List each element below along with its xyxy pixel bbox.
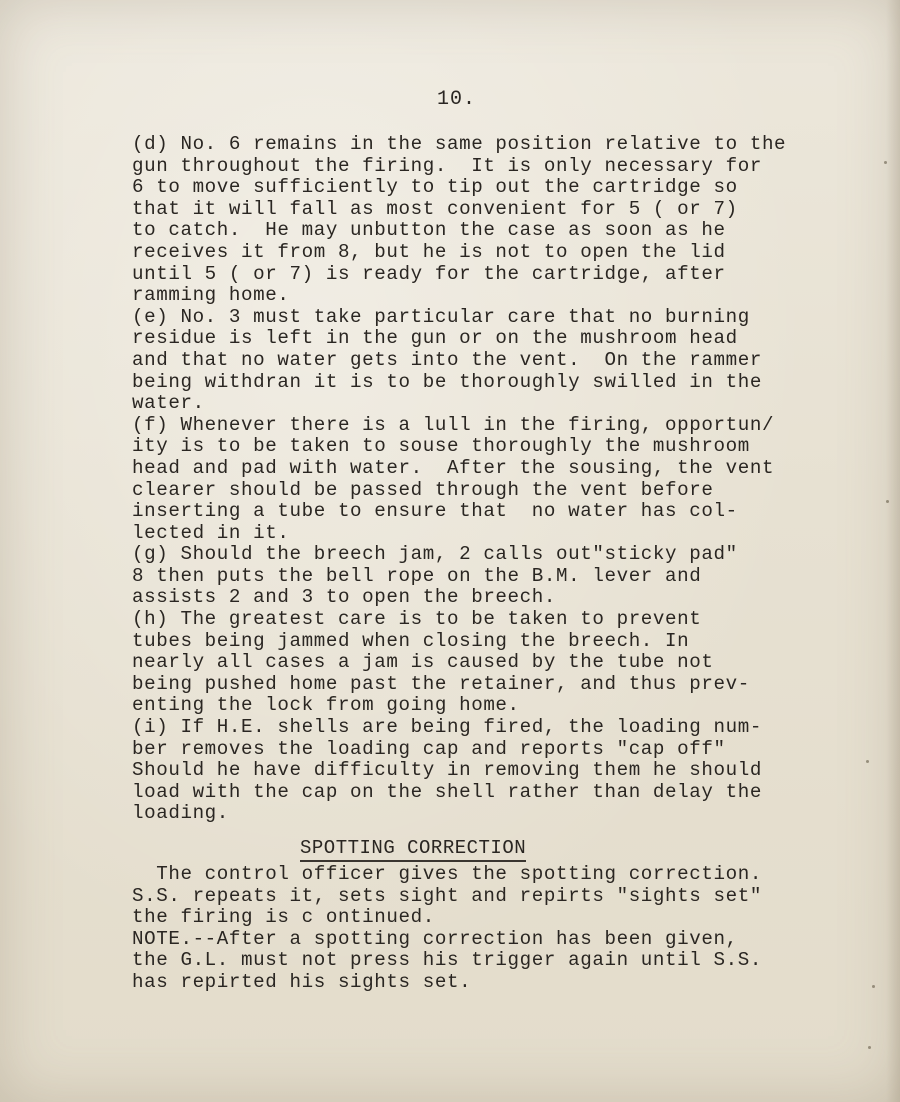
text-line: to catch. He may unbutton the case as soon as he (132, 219, 726, 242)
text-line: ber removes the loading cap and reports "cap off" (132, 737, 726, 760)
text-line: inserting a tube to ensure that no water has col- (132, 500, 738, 523)
text-line: (g) Should the breech jam, 2 calls out"sticky pad" (132, 543, 738, 566)
text-line: The control officer gives the spotting correction. (132, 863, 762, 885)
paper-speck (868, 1046, 871, 1049)
text-line: assists 2 and 3 to open the breech. (132, 586, 557, 609)
paper-speck (884, 161, 887, 164)
section-heading: SPOTTING CORRECTION (300, 837, 526, 862)
text-line: that it will fall as most convenient for 5 ( or 7) (132, 197, 738, 220)
text-line: 8 then puts the bell rope on the B.M. lever and (132, 564, 702, 587)
page-edge-shadow (886, 0, 900, 1102)
text-line: being withdran it is to be thoroughly swilled in the (132, 370, 762, 393)
text-line: enting the lock from going home. (132, 694, 520, 717)
text-line: NOTE.--After a spotting correction has been given, (132, 927, 738, 950)
text-line: receives it from 8, but he is not to open the lid (132, 240, 726, 263)
text-line: ramming home. (132, 284, 290, 307)
text-line: (d) No. 6 remains in the same position relative to the (132, 133, 787, 155)
text-line: loading. (132, 802, 229, 825)
text-line: (e) No. 3 must take particular care that no burning (132, 305, 750, 328)
text-line: load with the cap on the shell rather than delay the (132, 780, 762, 803)
text-line: (i) If H.E. shells are being fired, the loading num- (132, 716, 762, 739)
paper-speck (872, 985, 875, 988)
text-line: residue is left in the gun or on the mushroom head (132, 327, 738, 350)
text-line: head and pad with water. After the sousing, the vent (132, 456, 775, 479)
paper-speck (866, 760, 869, 763)
text-line: nearly all cases a jam is caused by the tube not (132, 651, 714, 674)
text-line: (f) Whenever there is a lull in the firing, opportun/ (132, 413, 775, 436)
text-line: and that no water gets into the vent. On the rammer (132, 348, 762, 371)
text-line: ity is to be taken to souse thoroughly the mushroom (132, 435, 750, 458)
text-line: the G.L. must not press his trigger again until S.S. (132, 949, 762, 972)
text-line: has repirted his sights set. (132, 970, 472, 993)
text-line: (h) The greatest care is to be taken to prevent (132, 608, 702, 631)
paper-speck (886, 500, 889, 503)
body-text-top (132, 134, 852, 825)
text-line: until 5 ( or 7) is ready for the cartridge, after (132, 262, 726, 285)
text-line: clearer should be passed through the vent before (132, 478, 714, 501)
text-line: being pushed home past the retainer, and thus prev- (132, 672, 750, 695)
text-line: Should he have difficulty in removing them he should (132, 759, 762, 782)
page-number: 10. (437, 88, 477, 111)
text-line: 6 to move sufficiently to tip out the cartridge so (132, 176, 738, 199)
body-text-bottom (132, 864, 852, 994)
text-line: lected in it. (132, 521, 290, 544)
text-line: gun throughout the firing. It is only necessary for (132, 154, 762, 177)
text-line: S.S. repeats it, sets sight and repirts "sights set" (132, 884, 762, 907)
text-line: water. (132, 392, 205, 415)
text-line: tubes being jammed when closing the breech. In (132, 629, 690, 652)
text-line: the firing is c ontinued. (132, 906, 435, 929)
